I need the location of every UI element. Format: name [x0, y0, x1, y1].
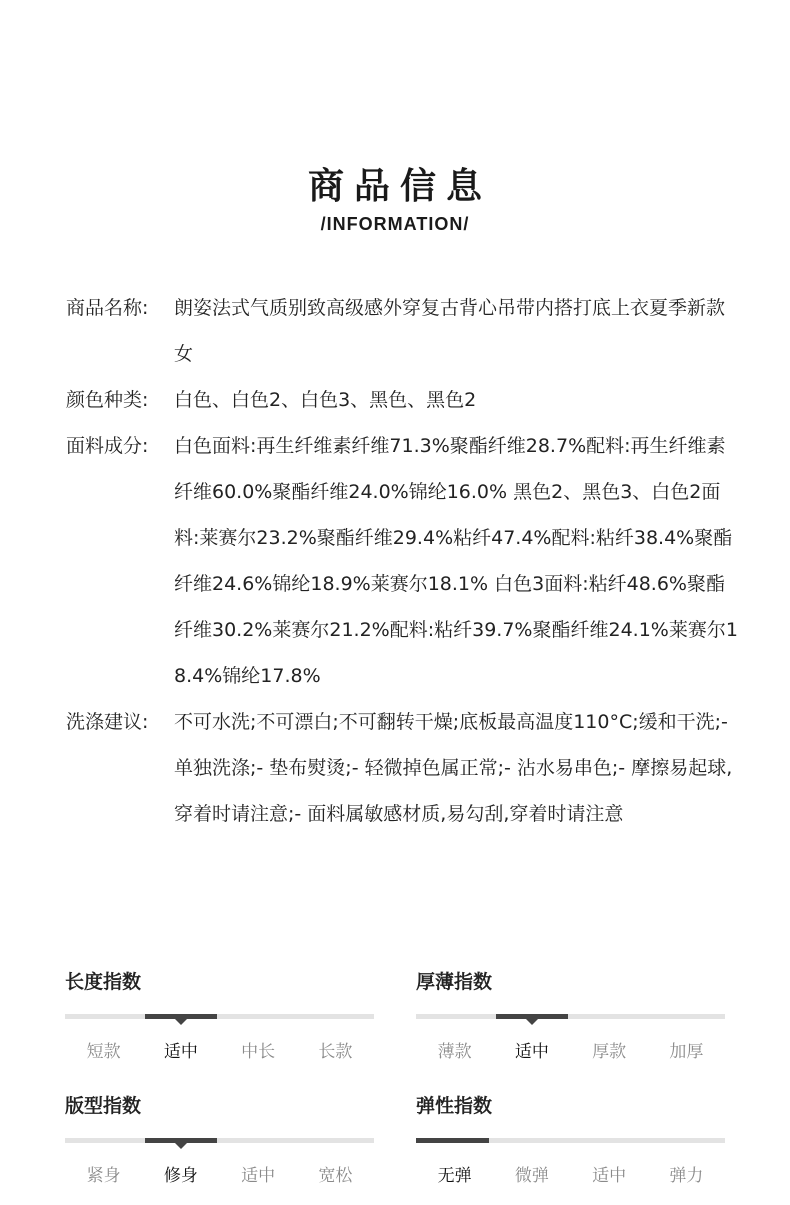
info-row-fabric	[66, 423, 746, 699]
index-title: 长度指数	[65, 971, 142, 993]
index-track	[416, 1138, 725, 1143]
index-track	[65, 1014, 374, 1019]
index-selected-segment	[416, 1138, 489, 1143]
index-track	[65, 1138, 374, 1143]
index-pointer-icon	[526, 1019, 538, 1025]
elasticity-index	[416, 1091, 725, 1186]
index-pointer-icon	[175, 1019, 187, 1025]
info-value: 朗姿法式气质别致高级感外穿复古背心吊带内搭打底上衣夏季新款女	[174, 297, 726, 365]
length-index	[65, 967, 374, 1062]
index-option: 宽松	[318, 1166, 353, 1186]
index-option: 中长	[241, 1042, 276, 1062]
index-title: 厚薄指数	[416, 971, 493, 993]
info-row-name	[66, 285, 746, 377]
index-title: 版型指数	[65, 1095, 142, 1117]
section-subtitle: /INFORMATION/	[320, 214, 470, 234]
index-option: 适中	[514, 1042, 549, 1062]
info-row-care	[66, 699, 746, 837]
index-option: 薄款	[437, 1042, 472, 1062]
index-option: 适中	[163, 1042, 198, 1062]
info-row-colors	[66, 377, 746, 423]
index-option: 弹力	[669, 1166, 704, 1186]
index-track	[416, 1014, 725, 1019]
index-option: 厚款	[592, 1042, 627, 1062]
info-label: 颜色种类:	[66, 389, 149, 411]
index-pointer-icon	[175, 1143, 187, 1149]
fit-index	[65, 1091, 374, 1186]
index-option: 加厚	[669, 1042, 704, 1062]
section-title: 商品信息	[307, 166, 492, 207]
index-option: 适中	[592, 1166, 627, 1186]
index-option: 微弹	[514, 1166, 549, 1186]
index-title: 弹性指数	[416, 1095, 493, 1117]
info-value: 不可水洗;不可漂白;不可翻转干燥;底板最高温度110°C;缓和干洗;- 单独洗涤;- 垫布熨烫;- 轻微掉色属正常;- 沾水易串色;- 摩擦易起球,穿着时请注意;- 面料属敏感材质,易勾刮,穿着时请注意	[174, 711, 733, 825]
info-label: 商品名称:	[66, 297, 149, 319]
index-option: 紧身	[86, 1166, 121, 1186]
index-option: 修身	[163, 1166, 198, 1186]
product-info-list	[66, 285, 746, 837]
info-label: 面料成分:	[66, 435, 149, 457]
index-option: 无弹	[437, 1166, 472, 1186]
index-option: 适中	[241, 1166, 276, 1186]
info-value: 白色、白色2、白色3、黑色、黑色2	[174, 389, 477, 411]
index-option: 长款	[318, 1042, 353, 1062]
info-label: 洗涤建议:	[66, 711, 149, 733]
index-option: 短款	[86, 1042, 121, 1062]
info-value: 白色面料:再生纤维素纤维71.3%聚酯纤维28.7%配料:再生纤维素纤维60.0%聚酯纤维24.0%锦纶16.0% 黑色2、黑色3、白色2面料:莱赛尔23.2%聚酯纤维29.4%粘纤47.4%配料:粘纤38.4%聚酯纤维24.6%锦纶18.9%莱赛尔18.1% 白色3面料:粘纤48.6%聚酯纤维30.2%莱赛尔21.2%配料:粘纤39.7%聚酯纤维24.1%莱赛尔18.4%锦纶17.8%	[174, 435, 738, 687]
thickness-index	[416, 967, 725, 1062]
